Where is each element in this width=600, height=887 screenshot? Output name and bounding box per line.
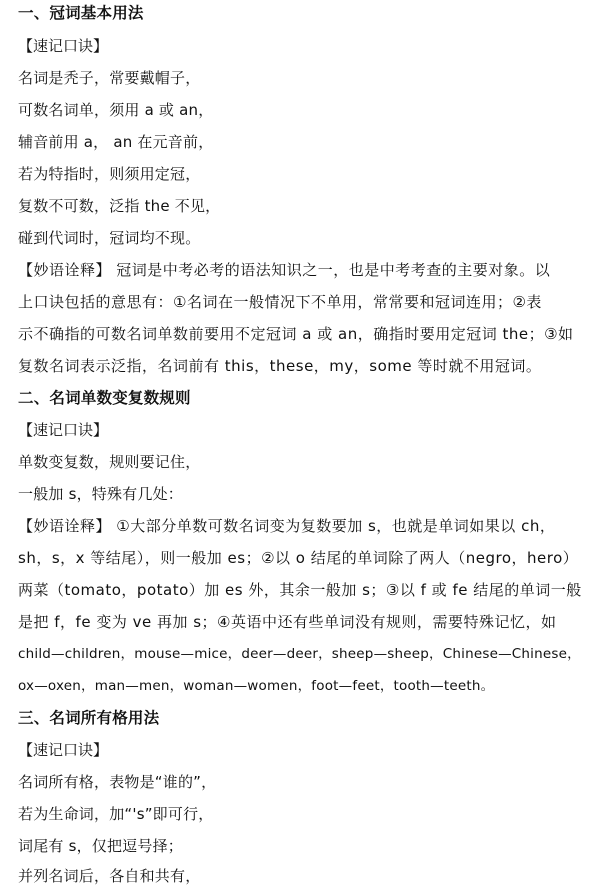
rhyme-line: 可数名词单，须用 a 或 an， bbox=[18, 101, 214, 119]
examples-line: ox—oxen，man—men，woman—women，foot—feet，tooth—teeth。 bbox=[18, 678, 495, 694]
rhyme-tag: 【速记口诀】 bbox=[18, 37, 109, 55]
section-heading: 二、名词单数变复数规则 bbox=[18, 389, 191, 407]
explanation-line: 上口诀包括的意思有：①名词在一般情况下不单用，常常要和冠词连用；②表 bbox=[18, 293, 542, 311]
rhyme-line: 并列名词后，各自和共有， bbox=[18, 867, 201, 885]
explanation-line: 复数名词表示泛指，名词前有 this，these，my，some 等时就不用冠词。 bbox=[18, 357, 542, 375]
explanation-line: 【妙语诠释】 ①大部分单数可数名词变为复数要加 s，也就是单词如果以 ch， bbox=[18, 517, 556, 535]
rhyme-line: 名词所有格，表物是“谁的”， bbox=[18, 773, 217, 791]
rhyme-line: 单数变复数，规则要记住， bbox=[18, 453, 201, 471]
rhyme-tag: 【速记口诀】 bbox=[18, 421, 109, 439]
rhyme-line: 一般加 s，特殊有几处： bbox=[18, 485, 183, 503]
rhyme-line: 若为特指时，则须用定冠， bbox=[18, 165, 201, 183]
section-heading: 三、名词所有格用法 bbox=[18, 709, 160, 727]
explanation-line: 示不确指的可数名词单数前要用不定冠词 a 或 an，确指时要用定冠词 the；③如 bbox=[18, 325, 574, 343]
examples-line: child—children，mouse—mice，deer—deer，sheep—sheep，Chinese—Chinese， bbox=[18, 646, 581, 662]
rhyme-line: 复数不可数，泛指 the 不见， bbox=[18, 197, 221, 215]
explanation-line: 两菜（tomato，potato）加 es 外，其余一般加 s；③以 f 或 fe 结尾的单词一般 bbox=[18, 581, 582, 599]
explanation-line: 【妙语诠释】 冠词是中考必考的语法知识之一，也是中考考查的主要对象。以 bbox=[18, 261, 551, 279]
rhyme-line: 名词是秃子，常要戴帽子， bbox=[18, 69, 201, 87]
rhyme-line: 若为生命词，加“'s”即可行， bbox=[18, 805, 214, 823]
rhyme-line: 辅音前用 a， an 在元音前， bbox=[18, 133, 214, 151]
rhyme-line: 碰到代词时，冠词均不现。 bbox=[18, 229, 201, 247]
explanation-line: 是把 f，fe 变为 ve 再加 s；④英语中还有些单词没有规则，需要特殊记忆，如 bbox=[18, 613, 557, 631]
rhyme-tag: 【速记口诀】 bbox=[18, 741, 109, 759]
explanation-line: sh，s，x 等结尾），则一般加 es；②以 o 结尾的单词除了两人（negro，hero） bbox=[18, 549, 579, 567]
rhyme-line: 词尾有 s，仅把逗号择； bbox=[18, 837, 183, 855]
section-heading: 一、冠词基本用法 bbox=[18, 4, 144, 22]
